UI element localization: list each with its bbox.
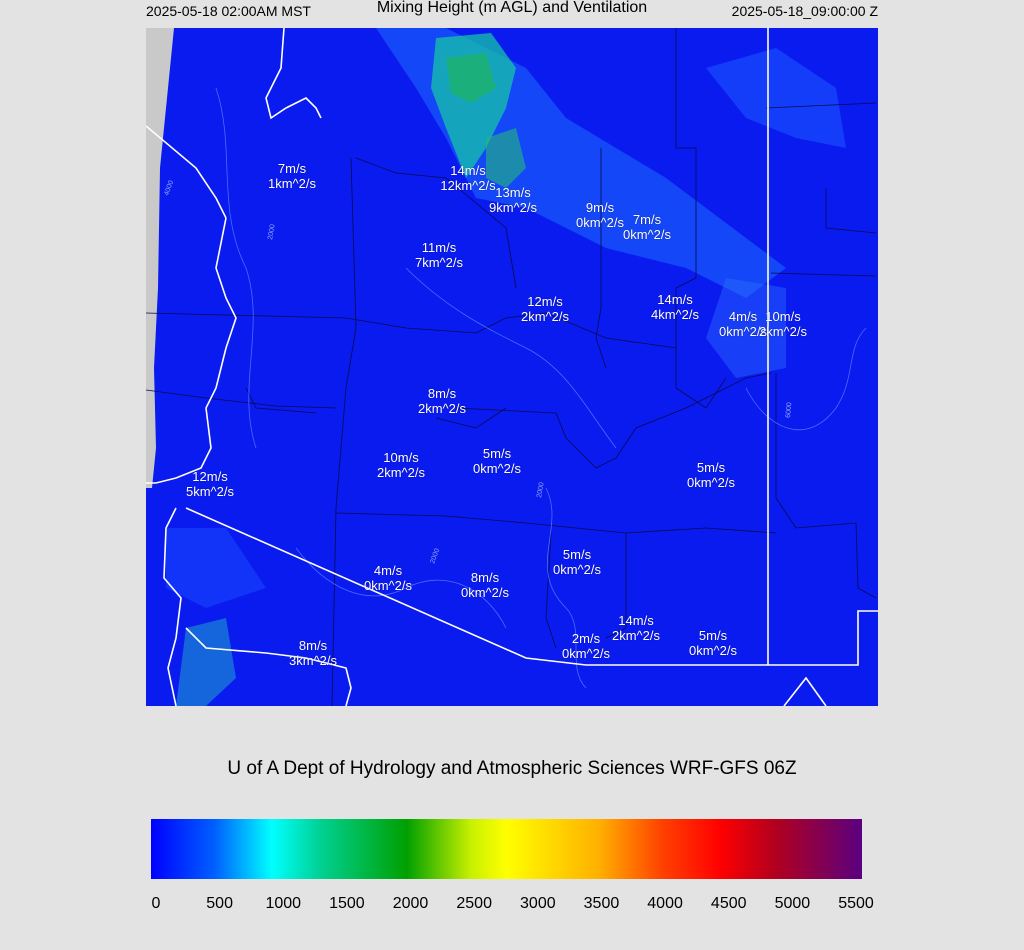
colorbar-tick-label: 500	[206, 895, 233, 912]
colorbar-ticks	[0, 895, 1024, 915]
ventilation-index: 0km^2/s	[561, 646, 611, 661]
wind-speed: 12m/s	[527, 294, 563, 309]
ventilation-index: 2km^2/s	[520, 309, 570, 324]
wind-speed: 10m/s	[765, 309, 801, 324]
wind-speed: 5m/s	[696, 460, 726, 475]
valid-time-local: 2025-05-18 02:00AM MST	[146, 3, 311, 19]
map-title: Mixing Height (m AGL) and Ventilation	[376, 0, 648, 16]
ventilation-index: 5km^2/s	[185, 484, 235, 499]
colorbar-tick-label: 5000	[774, 895, 811, 912]
station-label	[623, 212, 671, 242]
ventilation-index: 0km^2/s	[622, 227, 672, 242]
offshore-area	[146, 28, 174, 488]
colorbar-tick-label: 4000	[647, 895, 683, 912]
contour-label: 2000	[267, 223, 277, 241]
wind-speed: 5m/s	[562, 547, 592, 562]
station-label	[461, 570, 509, 600]
ventilation-index: 0km^2/s	[460, 585, 510, 600]
station-label	[364, 563, 412, 593]
station-label	[521, 294, 569, 324]
colorbar-tick-label: 4500	[710, 895, 747, 912]
colorbar-tick-label: 3500	[583, 895, 620, 912]
mixing-west	[166, 528, 266, 608]
colorbar-tick-label: 2500	[456, 895, 492, 912]
wind-speed: 2m/s	[571, 631, 601, 646]
station-label	[759, 309, 807, 339]
ventilation-index: 3km^2/s	[288, 653, 338, 668]
ventilation-index: 0km^2/s	[718, 324, 768, 339]
wind-speed: 8m/s	[470, 570, 500, 585]
ventilation-index: 2km^2/s	[758, 324, 808, 339]
ventilation-index: 2km^2/s	[611, 628, 661, 643]
station-label	[268, 161, 316, 191]
station-label	[651, 292, 699, 322]
colorbar-tick-label: 0	[151, 895, 161, 912]
valid-time-utc: 2025-05-18_09:00:00 Z	[731, 3, 878, 19]
mixing-height-map	[146, 28, 878, 706]
colorbar-tick-label: 5500	[838, 895, 874, 912]
contour-label: 6000	[785, 402, 794, 419]
ventilation-index: 2km^2/s	[417, 401, 467, 416]
station-label	[562, 631, 610, 661]
colorbar-tick-label: 2000	[392, 895, 429, 912]
ventilation-index: 0km^2/s	[688, 643, 738, 658]
mixing-height-colorbar	[151, 819, 862, 879]
ventilation-index: 4km^2/s	[650, 307, 700, 322]
ventilation-index: 9km^2/s	[488, 200, 538, 215]
station-label	[612, 613, 660, 643]
wind-speed: 4m/s	[373, 563, 403, 578]
contour-label: 2000	[429, 547, 442, 565]
wind-speed: 10m/s	[383, 450, 419, 465]
station-label	[289, 638, 337, 668]
colorbar-tick-label: 3000	[520, 895, 556, 912]
station-label	[186, 469, 234, 499]
colorbar-tick-label: 1500	[329, 895, 365, 912]
wind-speed: 7m/s	[277, 161, 307, 176]
wind-speed: 14m/s	[450, 163, 486, 178]
wind-speed: 12m/s	[192, 469, 228, 484]
contour-label: 4000	[163, 179, 176, 197]
ventilation-index: 0km^2/s	[363, 578, 413, 593]
wind-speed: 8m/s	[298, 638, 328, 653]
wind-speed: 14m/s	[618, 613, 654, 628]
wind-speed: 5m/s	[482, 446, 512, 461]
model-credit: U of A Dept of Hydrology and Atmospheric Sciences WRF-GFS 06Z	[227, 758, 797, 779]
wind-speed: 13m/s	[495, 185, 531, 200]
ventilation-index: 0km^2/s	[686, 475, 736, 490]
station-label	[415, 240, 463, 270]
wind-speed: 8m/s	[427, 386, 457, 401]
station-label	[440, 163, 495, 193]
colorbar-tick-label: 1000	[265, 895, 302, 912]
station-label	[473, 446, 521, 476]
station-label	[418, 386, 466, 416]
station-label	[553, 547, 601, 577]
mixing-north-east	[706, 48, 846, 148]
ventilation-index: 0km^2/s	[575, 215, 625, 230]
wind-speed: 7m/s	[632, 212, 662, 227]
wind-speed: 5m/s	[698, 628, 728, 643]
contour-label: 2000	[536, 481, 546, 499]
wind-speed: 4m/s	[728, 309, 758, 324]
map-canvas	[146, 28, 878, 706]
ventilation-index: 0km^2/s	[552, 562, 602, 577]
ventilation-index: 0km^2/s	[472, 461, 522, 476]
ventilation-index: 2km^2/s	[376, 465, 426, 480]
station-label	[377, 450, 425, 480]
station-label	[489, 185, 537, 215]
station-label	[687, 460, 735, 490]
ventilation-index: 7km^2/s	[414, 255, 464, 270]
wind-speed: 9m/s	[585, 200, 615, 215]
station-label	[689, 628, 737, 658]
ventilation-index: 1km^2/s	[267, 176, 317, 191]
station-label	[576, 200, 624, 230]
wind-speed: 11m/s	[421, 240, 457, 255]
ventilation-index: 12km^2/s	[440, 178, 496, 193]
mixing-south-west	[176, 618, 236, 706]
wind-speed: 14m/s	[657, 292, 693, 307]
